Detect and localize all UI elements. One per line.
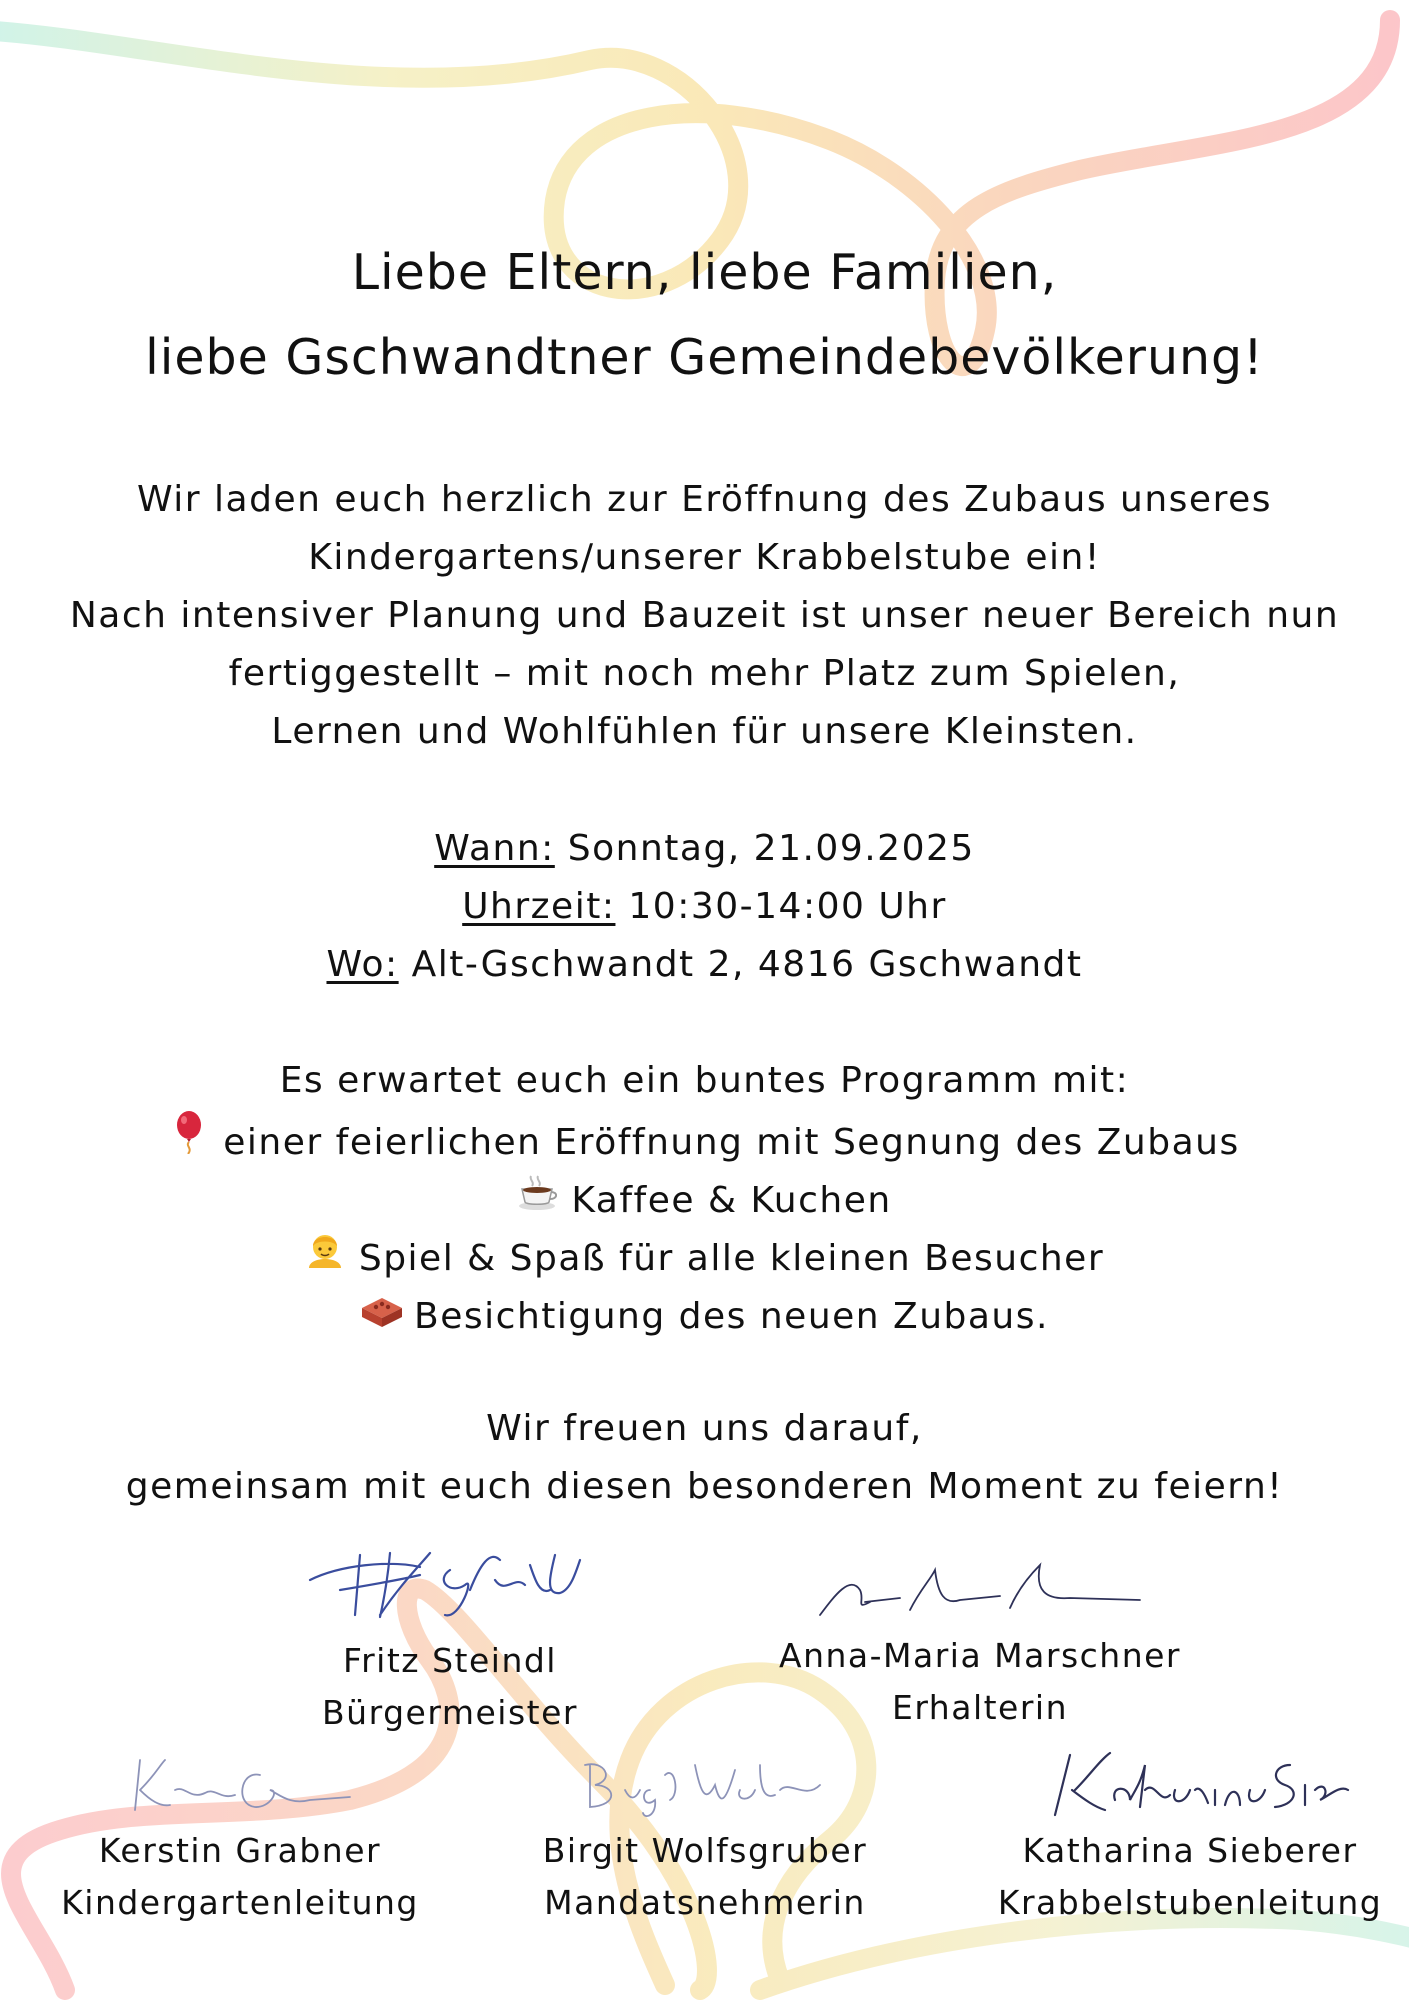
signature-block-nursery-lead	[980, 1745, 1400, 1929]
greeting-line-1: Liebe Eltern, liebe Familien,	[351, 244, 1058, 301]
program-item-text: einer feierlichen Eröffnung mit Segnung des Zubaus	[223, 1122, 1240, 1163]
child-icon	[305, 1230, 345, 1288]
intro-line: Kindergartens/unserer Krabbelstube ein!	[308, 537, 1101, 578]
signature-block-mandate-holder	[505, 1745, 905, 1929]
signatory-role: Kindergartenleitung	[61, 1883, 419, 1922]
signatory-name: Katharina Sieberer	[1022, 1831, 1358, 1870]
intro-line: Lernen und Wohlfühlen für unsere Kleinsten.	[271, 711, 1138, 752]
date-row	[0, 820, 1409, 878]
intro-line: Wir laden euch herzlich zur Eröffnung des Zubaus unseres	[137, 479, 1272, 520]
program-intro: Es erwartet euch ein buntes Programm mit:	[279, 1060, 1130, 1101]
signatory-name: Kerstin Grabner	[98, 1831, 382, 1870]
brick-icon	[360, 1288, 400, 1346]
intro-line: Nach intensiver Planung und Bauzeit ist unser neuer Bereich nun	[69, 595, 1340, 636]
program-item	[0, 1230, 1409, 1288]
location-value: Alt-Gschwandt 2, 4816 Gschwandt	[398, 944, 1083, 985]
signatory-name: Birgit Wolfsgruber	[542, 1831, 868, 1870]
signature-block-mayor	[260, 1545, 640, 1739]
closing-text	[0, 1400, 1409, 1516]
location-label: Wo:	[326, 944, 399, 985]
time-row	[0, 878, 1409, 936]
signatory-role: Erhalterin	[891, 1688, 1069, 1727]
intro-line: fertiggestellt – mit noch mehr Platz zum Spielen,	[228, 653, 1181, 694]
signature-anna-maria-marschner	[810, 1550, 1150, 1630]
time-value: 10:30-14:00 Uhr	[615, 886, 947, 927]
greeting-heading	[0, 230, 1409, 400]
signature-block-provider	[760, 1550, 1200, 1734]
closing-line: Wir freuen uns darauf,	[486, 1408, 923, 1449]
greeting-line-2: liebe Gschwandtner Gemeindebevölkerung!	[145, 329, 1264, 386]
program-item-text: Kaffee & Kuchen	[571, 1180, 892, 1221]
coffee-icon	[517, 1172, 557, 1230]
program-section	[0, 1052, 1409, 1346]
program-item	[0, 1288, 1409, 1346]
signatory-role: Bürgermeister	[322, 1693, 578, 1732]
invitation-text	[0, 471, 1409, 761]
date-value: Sonntag, 21.09.2025	[554, 828, 975, 869]
signature-block-kindergarten-lead	[50, 1745, 430, 1929]
signatory-name: Fritz Steindl	[343, 1641, 557, 1680]
signatory-role: Krabbelstubenleitung	[997, 1883, 1383, 1922]
signature-birgit-wolfsgruber	[565, 1745, 845, 1825]
program-item-text: Spiel & Spaß für alle kleinen Besucher	[358, 1238, 1105, 1279]
signature-kerstin-grabner	[110, 1745, 370, 1825]
signature-fritz-steindl	[300, 1545, 600, 1635]
signature-katharina-sieberer	[1030, 1745, 1350, 1825]
signatory-name: Anna-Maria Marschner	[779, 1636, 1181, 1675]
event-details	[0, 820, 1409, 994]
location-row	[0, 936, 1409, 994]
closing-line: gemeinsam mit euch diesen besonderen Moment zu feiern!	[125, 1466, 1284, 1507]
date-label: Wann:	[434, 828, 555, 869]
balloon-icon	[169, 1110, 209, 1172]
signatory-role: Mandatsnehmerin	[544, 1883, 866, 1922]
program-item-text: Besichtigung des neuen Zubaus.	[414, 1296, 1049, 1337]
program-item	[0, 1110, 1409, 1172]
time-label: Uhrzeit:	[462, 886, 616, 927]
program-item	[0, 1172, 1409, 1230]
